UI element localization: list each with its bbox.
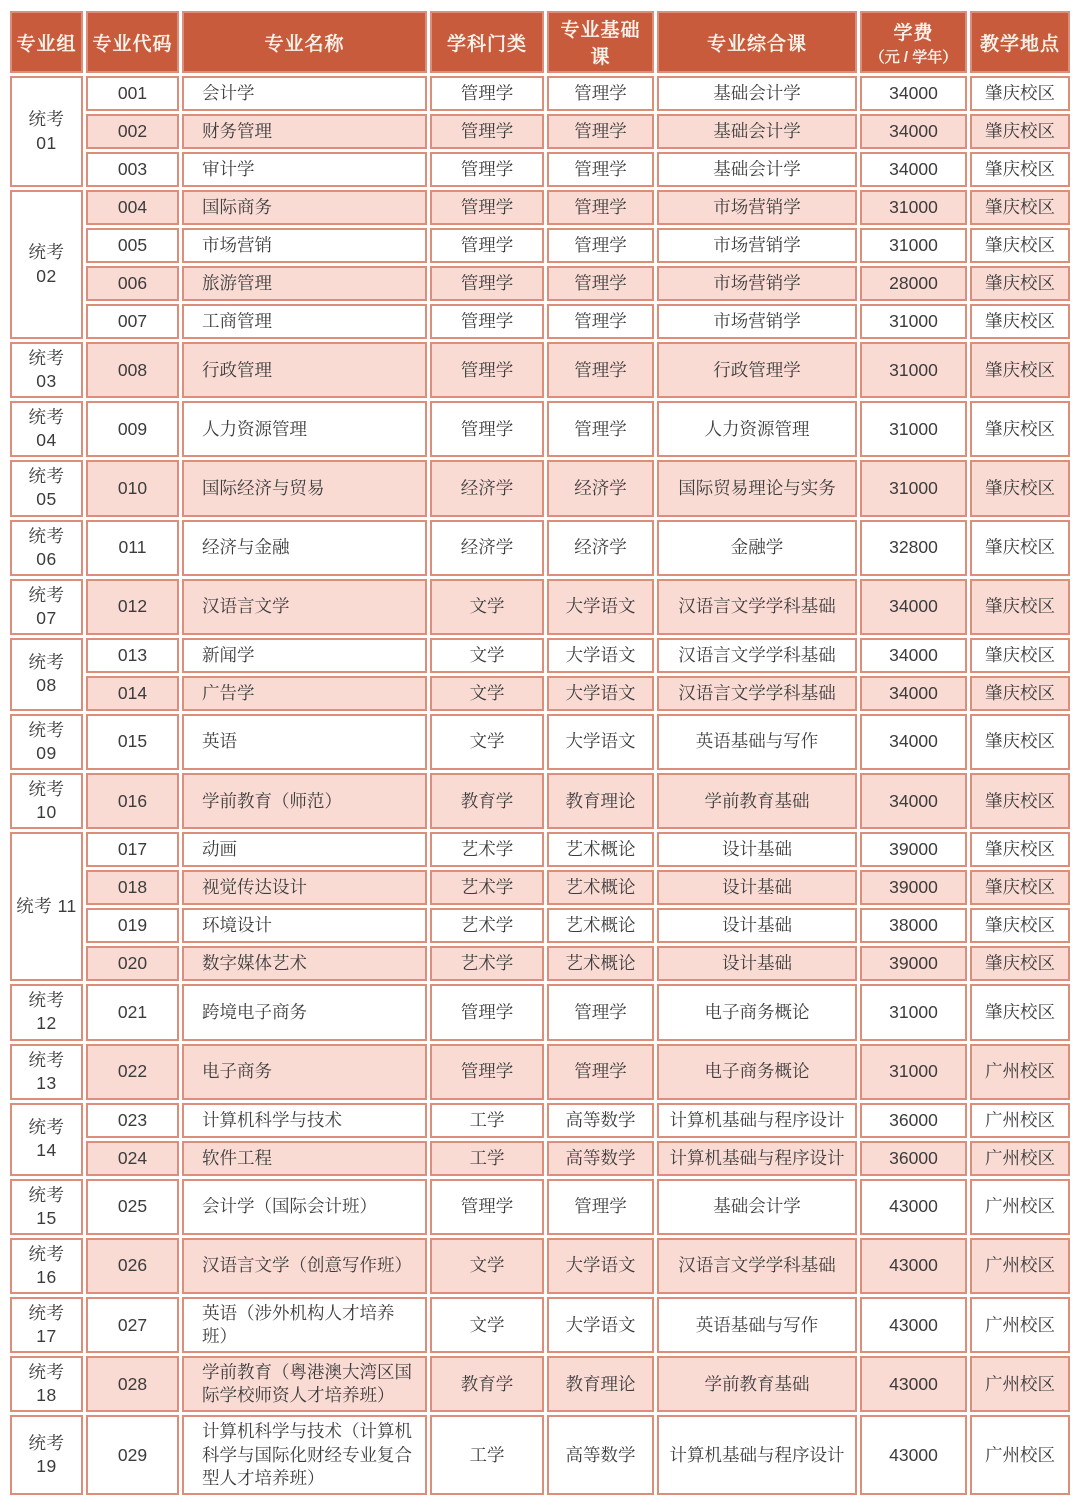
cell-location: 肇庆校区	[970, 638, 1070, 673]
cell-name: 动画	[182, 832, 427, 867]
cell-location: 肇庆校区	[970, 946, 1070, 981]
cell-tuition: 32800	[860, 520, 967, 576]
cell-name: 广告学	[182, 676, 427, 711]
cell-code: 011	[86, 520, 179, 576]
cell-tuition: 36000	[860, 1141, 967, 1176]
cell-foundation: 管理学	[547, 76, 654, 111]
group-cell: 统考 05	[10, 460, 83, 516]
cell-tuition: 34000	[860, 638, 967, 673]
table-row	[10, 832, 1070, 867]
cell-location: 广州校区	[970, 1356, 1070, 1412]
cell-foundation: 管理学	[547, 190, 654, 225]
cell-comprehensive: 人力资源管理	[657, 401, 857, 457]
cell-category: 管理学	[430, 1044, 544, 1100]
cell-comprehensive: 英语基础与写作	[657, 1297, 857, 1353]
cell-tuition: 43000	[860, 1238, 967, 1294]
cell-code: 018	[86, 870, 179, 905]
table-row	[10, 773, 1070, 829]
column-header-label: 专业综合课	[706, 33, 807, 55]
cell-location: 广州校区	[970, 1141, 1070, 1176]
group-cell: 统考 01	[10, 76, 83, 187]
cell-location: 肇庆校区	[970, 870, 1070, 905]
cell-name: 审计学	[182, 152, 427, 187]
cell-category: 工学	[430, 1103, 544, 1138]
table-header	[10, 11, 1070, 73]
cell-name: 英语	[182, 714, 427, 770]
table-row	[10, 579, 1070, 635]
cell-category: 艺术学	[430, 870, 544, 905]
cell-name: 行政管理	[182, 342, 427, 398]
cell-location: 广州校区	[970, 1103, 1070, 1138]
cell-comprehensive: 行政管理学	[657, 342, 857, 398]
table-row	[10, 1141, 1070, 1176]
cell-tuition: 39000	[860, 946, 967, 981]
cell-code: 028	[86, 1356, 179, 1412]
cell-name: 经济与金融	[182, 520, 427, 576]
group-cell: 统考 16	[10, 1238, 83, 1294]
majors-table	[7, 8, 1073, 1498]
cell-name: 会计学	[182, 76, 427, 111]
cell-code: 002	[86, 114, 179, 149]
cell-location: 广州校区	[970, 1415, 1070, 1494]
cell-location: 肇庆校区	[970, 714, 1070, 770]
cell-tuition: 39000	[860, 870, 967, 905]
cell-foundation: 管理学	[547, 984, 654, 1040]
cell-tuition: 31000	[860, 460, 967, 516]
cell-comprehensive: 基础会计学	[657, 152, 857, 187]
cell-location: 肇庆校区	[970, 114, 1070, 149]
cell-comprehensive: 汉语言文学学科基础	[657, 638, 857, 673]
cell-name: 数字媒体艺术	[182, 946, 427, 981]
cell-category: 教育学	[430, 773, 544, 829]
cell-category: 文学	[430, 714, 544, 770]
cell-name: 计算机科学与技术	[182, 1103, 427, 1138]
cell-code: 001	[86, 76, 179, 111]
table-row	[10, 676, 1070, 711]
table-row	[10, 190, 1070, 225]
cell-comprehensive: 设计基础	[657, 870, 857, 905]
cell-code: 029	[86, 1415, 179, 1494]
cell-name: 软件工程	[182, 1141, 427, 1176]
group-cell: 统考 11	[10, 832, 83, 981]
cell-code: 013	[86, 638, 179, 673]
cell-foundation: 经济学	[547, 460, 654, 516]
header-row	[10, 11, 1070, 73]
group-cell: 统考 12	[10, 984, 83, 1040]
cell-code: 008	[86, 342, 179, 398]
group-cell: 统考 04	[10, 401, 83, 457]
cell-tuition: 43000	[860, 1415, 967, 1494]
cell-tuition: 34000	[860, 676, 967, 711]
cell-name: 视觉传达设计	[182, 870, 427, 905]
table-row	[10, 1179, 1070, 1235]
table-row	[10, 76, 1070, 111]
column-header-label: 教学地点	[979, 33, 1060, 55]
cell-foundation: 艺术概论	[547, 908, 654, 943]
cell-category: 艺术学	[430, 946, 544, 981]
cell-comprehensive: 市场营销学	[657, 304, 857, 339]
cell-name: 学前教育（师范）	[182, 773, 427, 829]
cell-foundation: 大学语文	[547, 676, 654, 711]
cell-code: 027	[86, 1297, 179, 1353]
group-cell: 统考 02	[10, 190, 83, 339]
cell-code: 019	[86, 908, 179, 943]
cell-location: 肇庆校区	[970, 832, 1070, 867]
cell-code: 010	[86, 460, 179, 516]
group-cell: 统考 09	[10, 714, 83, 770]
cell-category: 管理学	[430, 266, 544, 301]
cell-location: 广州校区	[970, 1238, 1070, 1294]
cell-category: 艺术学	[430, 832, 544, 867]
table-row	[10, 152, 1070, 187]
table-row	[10, 714, 1070, 770]
group-cell: 统考 06	[10, 520, 83, 576]
cell-location: 肇庆校区	[970, 152, 1070, 187]
cell-location: 广州校区	[970, 1044, 1070, 1100]
cell-foundation: 高等数学	[547, 1415, 654, 1494]
cell-code: 003	[86, 152, 179, 187]
cell-category: 管理学	[430, 304, 544, 339]
column-header-location	[970, 11, 1070, 73]
cell-category: 文学	[430, 1297, 544, 1353]
cell-location: 肇庆校区	[970, 401, 1070, 457]
cell-category: 教育学	[430, 1356, 544, 1412]
cell-tuition: 31000	[860, 190, 967, 225]
cell-tuition: 31000	[860, 228, 967, 263]
cell-comprehensive: 计算机基础与程序设计	[657, 1103, 857, 1138]
cell-comprehensive: 基础会计学	[657, 1179, 857, 1235]
cell-location: 肇庆校区	[970, 76, 1070, 111]
column-header-comprehensive	[657, 11, 857, 73]
cell-tuition: 28000	[860, 266, 967, 301]
cell-foundation: 管理学	[547, 114, 654, 149]
cell-foundation: 管理学	[547, 342, 654, 398]
table-row	[10, 1297, 1070, 1353]
cell-foundation: 艺术概论	[547, 832, 654, 867]
cell-category: 管理学	[430, 401, 544, 457]
group-cell: 统考 03	[10, 342, 83, 398]
cell-code: 009	[86, 401, 179, 457]
cell-location: 肇庆校区	[970, 676, 1070, 711]
cell-code: 015	[86, 714, 179, 770]
cell-foundation: 高等数学	[547, 1141, 654, 1176]
table-row	[10, 401, 1070, 457]
cell-tuition: 31000	[860, 1044, 967, 1100]
cell-foundation: 大学语文	[547, 638, 654, 673]
cell-comprehensive: 汉语言文学学科基础	[657, 676, 857, 711]
table-row	[10, 228, 1070, 263]
cell-tuition: 38000	[860, 908, 967, 943]
cell-location: 肇庆校区	[970, 460, 1070, 516]
table-body	[10, 76, 1070, 1495]
cell-tuition: 39000	[860, 832, 967, 867]
cell-comprehensive: 汉语言文学学科基础	[657, 1238, 857, 1294]
cell-tuition: 34000	[860, 152, 967, 187]
cell-comprehensive: 国际贸易理论与实务	[657, 460, 857, 516]
cell-tuition: 34000	[860, 76, 967, 111]
table-row	[10, 304, 1070, 339]
group-cell: 统考 10	[10, 773, 83, 829]
cell-location: 广州校区	[970, 1297, 1070, 1353]
cell-category: 管理学	[430, 342, 544, 398]
cell-name: 工商管理	[182, 304, 427, 339]
table-row	[10, 266, 1070, 301]
cell-category: 管理学	[430, 984, 544, 1040]
column-header-tuition	[860, 11, 967, 73]
cell-name: 环境设计	[182, 908, 427, 943]
cell-comprehensive: 设计基础	[657, 908, 857, 943]
table-row	[10, 984, 1070, 1040]
cell-code: 017	[86, 832, 179, 867]
cell-name: 汉语言文学	[182, 579, 427, 635]
cell-code: 006	[86, 266, 179, 301]
cell-foundation: 经济学	[547, 520, 654, 576]
cell-tuition: 34000	[860, 714, 967, 770]
column-header-label: 专业代码	[92, 33, 173, 55]
cell-code: 014	[86, 676, 179, 711]
cell-category: 经济学	[430, 520, 544, 576]
cell-code: 005	[86, 228, 179, 263]
cell-location: 广州校区	[970, 1179, 1070, 1235]
table-row	[10, 520, 1070, 576]
table-row	[10, 1103, 1070, 1138]
cell-tuition: 34000	[860, 773, 967, 829]
cell-foundation: 管理学	[547, 304, 654, 339]
cell-comprehensive: 英语基础与写作	[657, 714, 857, 770]
cell-comprehensive: 市场营销学	[657, 266, 857, 301]
cell-name: 汉语言文学（创意写作班）	[182, 1238, 427, 1294]
column-header-category	[430, 11, 544, 73]
cell-location: 肇庆校区	[970, 304, 1070, 339]
cell-category: 经济学	[430, 460, 544, 516]
cell-foundation: 管理学	[547, 152, 654, 187]
cell-name: 财务管理	[182, 114, 427, 149]
group-cell: 统考 13	[10, 1044, 83, 1100]
cell-code: 022	[86, 1044, 179, 1100]
cell-tuition: 31000	[860, 984, 967, 1040]
cell-code: 016	[86, 773, 179, 829]
cell-location: 肇庆校区	[970, 228, 1070, 263]
cell-tuition: 34000	[860, 114, 967, 149]
cell-name: 跨境电子商务	[182, 984, 427, 1040]
column-header-code	[86, 11, 179, 73]
table-row	[10, 460, 1070, 516]
cell-foundation: 管理学	[547, 1044, 654, 1100]
cell-comprehensive: 汉语言文学学科基础	[657, 579, 857, 635]
cell-location: 肇庆校区	[970, 520, 1070, 576]
cell-code: 023	[86, 1103, 179, 1138]
cell-name: 计算机科学与技术（计算机科学与国际化财经专业复合型人才培养班）	[182, 1415, 427, 1494]
table-row	[10, 1044, 1070, 1100]
cell-foundation: 教育理论	[547, 1356, 654, 1412]
cell-tuition: 43000	[860, 1356, 967, 1412]
table-row	[10, 870, 1070, 905]
cell-category: 管理学	[430, 190, 544, 225]
column-header-group	[10, 11, 83, 73]
cell-comprehensive: 市场营销学	[657, 190, 857, 225]
table-row	[10, 908, 1070, 943]
cell-name: 旅游管理	[182, 266, 427, 301]
cell-foundation: 管理学	[547, 266, 654, 301]
column-header-label: 专业名称	[264, 33, 345, 55]
cell-location: 肇庆校区	[970, 266, 1070, 301]
column-header-label: 学科门类	[446, 33, 527, 55]
cell-comprehensive: 市场营销学	[657, 228, 857, 263]
cell-foundation: 艺术概论	[547, 870, 654, 905]
cell-code: 021	[86, 984, 179, 1040]
cell-comprehensive: 基础会计学	[657, 114, 857, 149]
cell-foundation: 大学语文	[547, 714, 654, 770]
table-row	[10, 638, 1070, 673]
cell-tuition: 31000	[860, 342, 967, 398]
cell-foundation: 大学语文	[547, 1297, 654, 1353]
cell-name: 国际商务	[182, 190, 427, 225]
cell-comprehensive: 电子商务概论	[657, 1044, 857, 1100]
cell-code: 012	[86, 579, 179, 635]
cell-comprehensive: 设计基础	[657, 946, 857, 981]
cell-foundation: 教育理论	[547, 773, 654, 829]
cell-category: 文学	[430, 676, 544, 711]
cell-name: 新闻学	[182, 638, 427, 673]
cell-category: 艺术学	[430, 908, 544, 943]
cell-tuition: 43000	[860, 1297, 967, 1353]
table-row	[10, 1415, 1070, 1494]
group-cell: 统考 08	[10, 638, 83, 711]
cell-name: 学前教育（粤港澳大湾区国际学校师资人才培养班）	[182, 1356, 427, 1412]
column-header-label: 专业基础课	[560, 20, 641, 68]
cell-comprehensive: 金融学	[657, 520, 857, 576]
cell-code: 024	[86, 1141, 179, 1176]
cell-comprehensive: 计算机基础与程序设计	[657, 1415, 857, 1494]
cell-comprehensive: 学前教育基础	[657, 1356, 857, 1412]
column-header-label: 专业组	[16, 33, 77, 55]
cell-category: 管理学	[430, 152, 544, 187]
cell-foundation: 管理学	[547, 228, 654, 263]
cell-code: 020	[86, 946, 179, 981]
cell-category: 工学	[430, 1141, 544, 1176]
cell-category: 管理学	[430, 1179, 544, 1235]
cell-foundation: 管理学	[547, 1179, 654, 1235]
cell-tuition: 34000	[860, 579, 967, 635]
cell-foundation: 艺术概论	[547, 946, 654, 981]
cell-code: 007	[86, 304, 179, 339]
cell-category: 工学	[430, 1415, 544, 1494]
table-row	[10, 114, 1070, 149]
cell-comprehensive: 基础会计学	[657, 76, 857, 111]
table-row	[10, 342, 1070, 398]
cell-category: 文学	[430, 1238, 544, 1294]
cell-comprehensive: 设计基础	[657, 832, 857, 867]
column-header-label: 学费	[893, 22, 934, 44]
cell-name: 会计学（国际会计班）	[182, 1179, 427, 1235]
cell-code: 004	[86, 190, 179, 225]
cell-category: 管理学	[430, 114, 544, 149]
cell-comprehensive: 计算机基础与程序设计	[657, 1141, 857, 1176]
cell-code: 026	[86, 1238, 179, 1294]
cell-name: 国际经济与贸易	[182, 460, 427, 516]
group-cell: 统考 19	[10, 1415, 83, 1494]
column-header-foundation	[547, 11, 654, 73]
group-cell: 统考 18	[10, 1356, 83, 1412]
cell-name: 人力资源管理	[182, 401, 427, 457]
cell-tuition: 31000	[860, 304, 967, 339]
cell-category: 文学	[430, 579, 544, 635]
column-header-sublabel: （元 / 学年）	[869, 48, 958, 66]
table-row	[10, 946, 1070, 981]
cell-tuition: 43000	[860, 1179, 967, 1235]
table-row	[10, 1356, 1070, 1412]
cell-foundation: 大学语文	[547, 1238, 654, 1294]
cell-category: 管理学	[430, 228, 544, 263]
cell-location: 肇庆校区	[970, 579, 1070, 635]
cell-name: 英语（涉外机构人才培养班）	[182, 1297, 427, 1353]
group-cell: 统考 14	[10, 1103, 83, 1176]
cell-foundation: 管理学	[547, 401, 654, 457]
cell-foundation: 大学语文	[547, 579, 654, 635]
cell-foundation: 高等数学	[547, 1103, 654, 1138]
group-cell: 统考 07	[10, 579, 83, 635]
column-header-name	[182, 11, 427, 73]
cell-tuition: 36000	[860, 1103, 967, 1138]
cell-name: 电子商务	[182, 1044, 427, 1100]
cell-location: 肇庆校区	[970, 190, 1070, 225]
cell-code: 025	[86, 1179, 179, 1235]
cell-location: 肇庆校区	[970, 908, 1070, 943]
cell-name: 市场营销	[182, 228, 427, 263]
cell-category: 文学	[430, 638, 544, 673]
cell-tuition: 31000	[860, 401, 967, 457]
cell-comprehensive: 电子商务概论	[657, 984, 857, 1040]
cell-comprehensive: 学前教育基础	[657, 773, 857, 829]
cell-location: 肇庆校区	[970, 773, 1070, 829]
cell-category: 管理学	[430, 76, 544, 111]
table-row	[10, 1238, 1070, 1294]
group-cell: 统考 17	[10, 1297, 83, 1353]
cell-location: 肇庆校区	[970, 342, 1070, 398]
cell-location: 肇庆校区	[970, 984, 1070, 1040]
group-cell: 统考 15	[10, 1179, 83, 1235]
